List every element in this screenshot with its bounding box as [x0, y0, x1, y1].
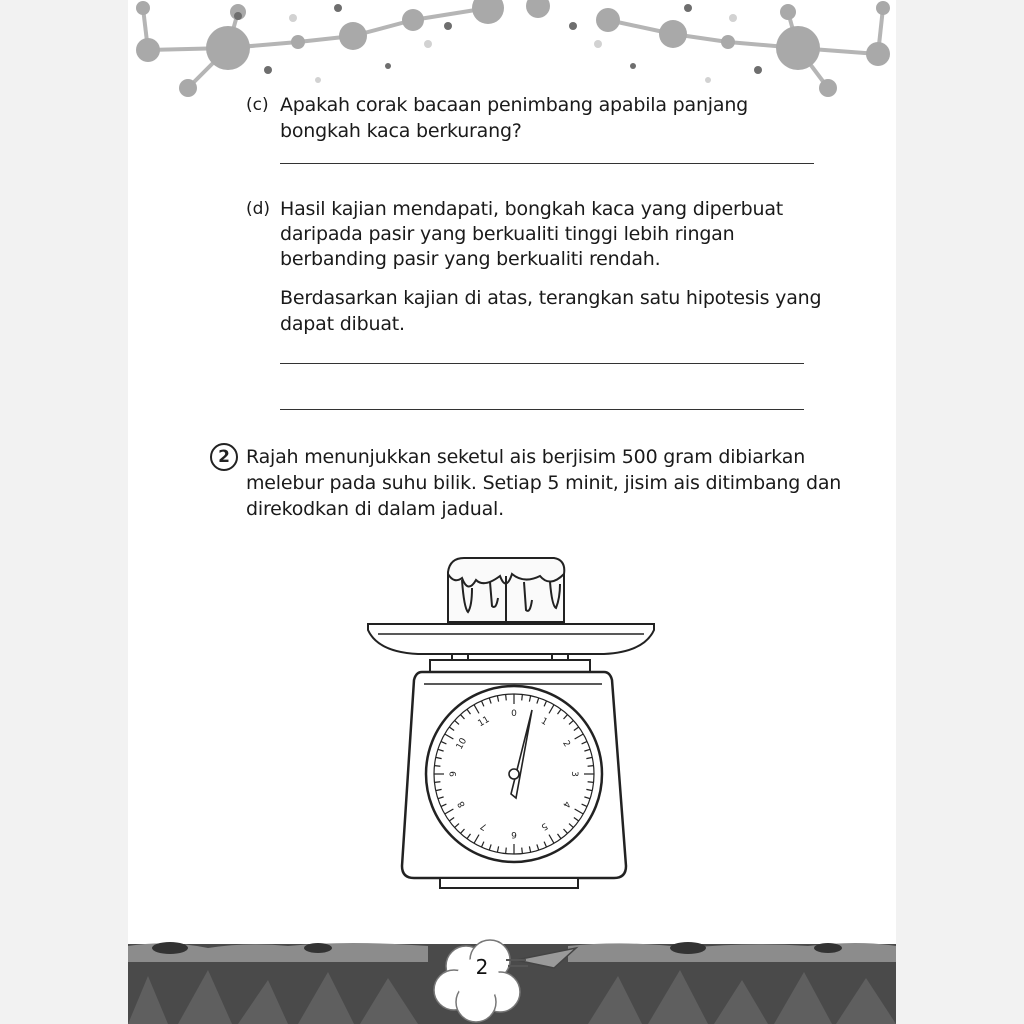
dial-number: 1 — [539, 716, 549, 728]
dial-number: 7 — [479, 820, 489, 832]
dial-number: 5 — [539, 820, 549, 832]
question-2-line-1: Rajah menunjukkan seketul ais berjisim 500 gram dibiarkan — [246, 446, 806, 468]
part-d-question-line-2: daripada pasir yang berkualiti tinggi lebih ringan — [280, 223, 735, 245]
part-c-question-line-1: Apakah corak bacaan penimbang apabila panjang — [280, 94, 749, 116]
dial-number: 10 — [454, 736, 470, 752]
dial-tick — [522, 694, 523, 700]
dial-tick — [588, 782, 594, 783]
part-d-question-line-1: Hasil kajian mendapati, bongkah kaca yang diperbuat — [280, 198, 784, 220]
part-c-question-line-2: bongkah kaca berkurang? — [280, 120, 522, 142]
dial-tick — [522, 848, 523, 854]
dial-tick — [506, 848, 507, 854]
part-d-answer-line-2[interactable] — [280, 409, 804, 410]
scale-pan — [368, 624, 654, 654]
ice-block — [448, 558, 564, 622]
question-2-line-2: melebur pada suhu bilik. Setiap 5 minit, jisim ais ditimbang dan — [246, 472, 842, 494]
part-d-answer-line-1[interactable] — [280, 363, 804, 364]
weighing-scale-illustration — [364, 548, 664, 898]
part-d-label: (d) — [246, 199, 271, 219]
rocky-footer-decoration — [128, 936, 896, 1024]
dial-number: 8 — [456, 799, 468, 809]
part-d-prompt-line-1: Berdasarkan kajian di atas, terangkan satu hipotesis yang — [280, 287, 822, 309]
part-c-answer-line[interactable] — [280, 163, 814, 164]
dial-number: 6 — [511, 829, 517, 839]
dial-tick — [588, 766, 594, 767]
dial-tick — [434, 766, 440, 767]
part-d-prompt-line-2: dapat dibuat. — [280, 313, 405, 335]
dial-pivot — [509, 769, 519, 779]
page-number: 2 — [475, 955, 489, 979]
dial-number: 3 — [569, 771, 579, 777]
dial-number: 4 — [560, 799, 572, 809]
dial-number: 9 — [449, 771, 459, 777]
dial-tick — [434, 782, 440, 783]
question-2-number-badge: 2 — [210, 443, 238, 471]
question-2-line-3: direkodkan di dalam jadual. — [246, 498, 504, 520]
part-d-question-line-3: berbanding pasir yang berkualiti rendah. — [280, 248, 661, 270]
dial-number: 2 — [560, 739, 572, 749]
part-c-label: (c) — [246, 95, 269, 115]
dial-tick — [506, 694, 507, 700]
dial-number: 0 — [511, 709, 517, 719]
worksheet-page — [128, 0, 896, 1024]
dial-number: 11 — [476, 714, 492, 730]
